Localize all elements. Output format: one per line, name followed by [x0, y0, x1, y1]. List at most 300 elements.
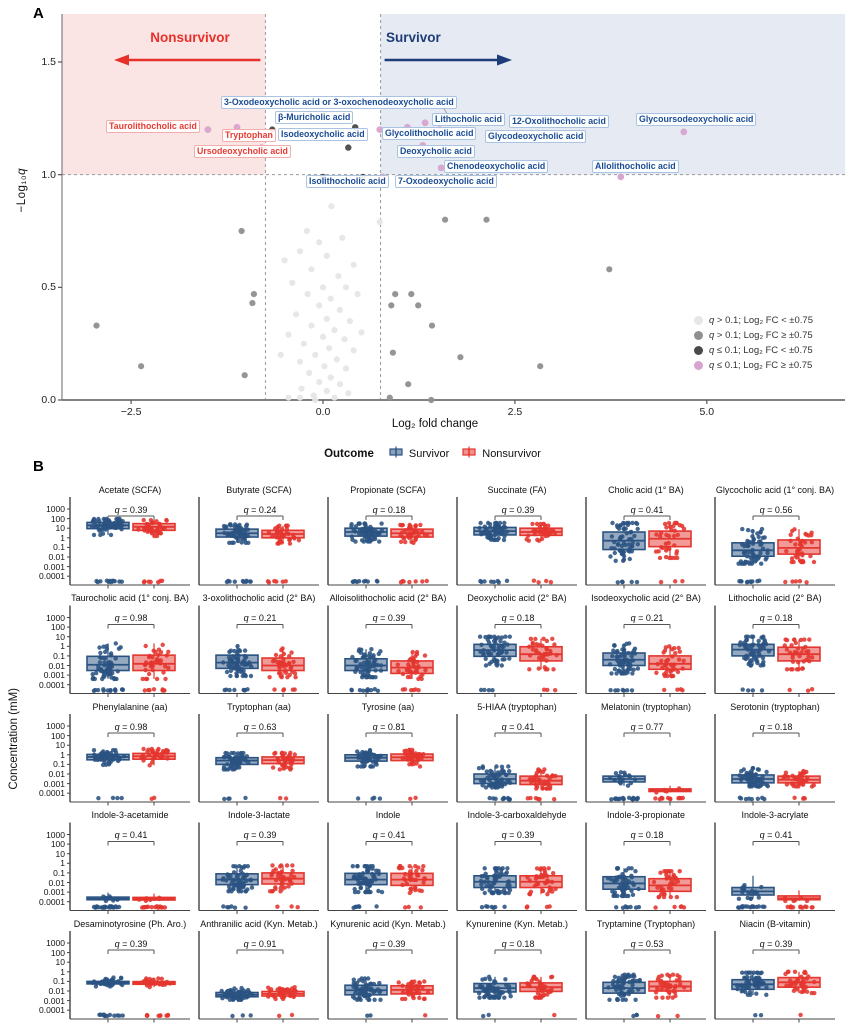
- concentration-y-axis-label: Concentration (mM): [8, 688, 20, 790]
- volcano-point-c2: [251, 291, 257, 297]
- data-point: [801, 980, 805, 984]
- data-point: [375, 755, 379, 759]
- data-point: [477, 991, 481, 995]
- volcano-point-c1: [354, 291, 360, 297]
- q-value-label: q = 0.41: [759, 830, 793, 840]
- data-point: [801, 989, 805, 993]
- data-point: [801, 783, 805, 787]
- data-point: [225, 762, 229, 766]
- data-point: [797, 552, 801, 556]
- floor-data-point: [544, 579, 548, 583]
- annotation-isolithocholic-acid: Isolithocholic acid: [306, 175, 389, 188]
- data-point: [238, 533, 242, 537]
- data-point: [145, 677, 149, 681]
- floor-data-point: [92, 689, 96, 693]
- data-point: [543, 873, 547, 877]
- data-point: [784, 774, 788, 778]
- concentration-tick-label: 100: [50, 513, 65, 524]
- data-point: [746, 890, 750, 894]
- concentration-tick-label: 0.01: [48, 769, 65, 779]
- concentration-tick-label: 0.1: [53, 650, 65, 661]
- data-point: [373, 537, 377, 541]
- data-point: [413, 864, 417, 868]
- volcano-point-c2: [408, 291, 414, 297]
- floor-data-point: [656, 1014, 660, 1018]
- data-point: [109, 653, 113, 657]
- data-point: [661, 650, 665, 654]
- data-point: [528, 892, 532, 896]
- data-point: [269, 873, 273, 877]
- floor-data-point: [616, 688, 620, 692]
- subplot-title: Kynurenic acid (Kyn. Metab.): [330, 918, 446, 929]
- data-point: [283, 877, 287, 881]
- floor-data-point: [416, 688, 420, 692]
- q-value-label: q = 0.91: [243, 938, 277, 949]
- data-point: [297, 538, 301, 542]
- data-point: [507, 891, 511, 895]
- data-point: [372, 998, 376, 1002]
- data-point: [507, 984, 511, 988]
- data-point: [746, 648, 750, 652]
- data-point: [750, 652, 754, 656]
- data-point: [224, 878, 228, 882]
- data-point: [236, 757, 240, 761]
- data-point: [740, 527, 744, 531]
- data-point: [654, 790, 658, 794]
- data-point: [630, 875, 634, 879]
- floor-data-point: [740, 905, 744, 909]
- data-point: [533, 637, 537, 641]
- data-point: [663, 674, 667, 678]
- data-point: [765, 551, 769, 555]
- volcano-point-c1: [328, 203, 334, 209]
- data-point: [503, 635, 507, 639]
- data-point: [104, 668, 108, 672]
- data-point: [118, 756, 122, 760]
- data-point: [235, 651, 239, 655]
- data-point: [416, 664, 420, 668]
- data-point: [380, 528, 384, 532]
- data-point: [682, 527, 686, 531]
- floor-data-point: [751, 688, 755, 692]
- data-point: [673, 529, 677, 533]
- data-point: [270, 993, 274, 997]
- volcano-point-c2: [138, 363, 144, 369]
- data-point: [357, 647, 361, 651]
- floor-data-point: [506, 796, 510, 800]
- data-point: [550, 880, 554, 884]
- floor-data-point: [536, 580, 540, 584]
- floor-data-point: [266, 579, 270, 583]
- data-point: [740, 989, 744, 993]
- floor-data-point: [249, 579, 253, 583]
- data-point: [368, 539, 372, 543]
- floor-data-point: [492, 580, 496, 584]
- volcano-x-tick-label: 5.0: [699, 406, 715, 418]
- data-point: [788, 539, 792, 543]
- data-point: [242, 663, 246, 667]
- data-point: [280, 869, 284, 873]
- floor-data-point: [408, 797, 412, 801]
- floor-data-point: [376, 689, 380, 693]
- data-point: [617, 992, 621, 996]
- volcano-point-c1: [331, 327, 337, 333]
- data-point: [407, 668, 411, 672]
- floor-data-point: [756, 797, 760, 801]
- data-point: [502, 521, 506, 525]
- volcano-legend-row: [694, 313, 813, 328]
- floor-data-point: [783, 580, 787, 584]
- floor-data-point: [400, 579, 404, 583]
- data-point: [103, 980, 107, 984]
- data-point: [407, 874, 411, 878]
- data-point: [91, 518, 95, 522]
- data-point: [810, 540, 814, 544]
- data-point: [551, 667, 555, 671]
- data-point: [399, 540, 403, 544]
- data-point: [373, 668, 377, 672]
- data-point: [101, 523, 105, 527]
- floor-data-point: [613, 797, 617, 801]
- data-point: [764, 770, 768, 774]
- data-point: [92, 748, 96, 752]
- data-point: [801, 560, 805, 564]
- data-point: [678, 869, 682, 873]
- volcano-point-c2: [387, 395, 393, 401]
- data-point: [541, 637, 545, 641]
- data-point: [359, 991, 363, 995]
- data-point: [490, 783, 494, 787]
- concentration-tick-label: 1000: [46, 829, 65, 840]
- floor-data-point: [243, 906, 247, 910]
- data-point: [616, 998, 620, 1002]
- data-point: [360, 875, 364, 879]
- data-point: [628, 775, 632, 779]
- floor-data-point: [745, 580, 749, 584]
- floor-data-point: [278, 796, 282, 800]
- data-point: [481, 653, 485, 657]
- data-point: [420, 868, 424, 872]
- data-point: [743, 562, 747, 566]
- floor-data-point: [755, 579, 759, 583]
- data-point: [292, 535, 296, 539]
- data-point: [789, 782, 793, 786]
- data-point: [483, 995, 487, 999]
- data-point: [235, 657, 239, 661]
- subplot-title: Tyrosine (aa): [361, 701, 415, 712]
- data-point: [235, 644, 239, 648]
- data-point: [802, 770, 806, 774]
- data-point: [625, 670, 629, 674]
- floor-data-point: [791, 905, 795, 909]
- data-point: [613, 975, 617, 979]
- floor-data-point: [548, 904, 552, 908]
- floor-data-point: [142, 580, 146, 584]
- data-point: [166, 650, 170, 654]
- volcano-point-c1: [312, 352, 318, 358]
- data-point: [353, 539, 357, 543]
- data-point: [754, 558, 758, 562]
- floor-data-point: [354, 905, 358, 909]
- data-point: [284, 524, 288, 528]
- volcano-point-c4: [680, 129, 687, 136]
- floor-data-point: [682, 905, 686, 909]
- data-point: [479, 643, 483, 647]
- data-point: [527, 645, 531, 649]
- data-point: [547, 889, 551, 893]
- q-value-label: q = 0.98: [114, 721, 148, 732]
- data-point: [147, 672, 151, 676]
- data-point: [483, 880, 487, 884]
- nonsurvivor-region-label: Nonsurvivor: [150, 30, 230, 45]
- data-point: [608, 776, 612, 780]
- q-value-label: q = 0.39: [114, 938, 148, 949]
- data-point: [480, 977, 484, 981]
- floor-data-point: [792, 796, 796, 800]
- data-point: [351, 864, 355, 868]
- data-point: [626, 894, 630, 898]
- floor-data-point: [505, 579, 509, 583]
- data-point: [626, 659, 630, 663]
- volcano-point-c1: [351, 347, 357, 353]
- data-point: [632, 534, 636, 538]
- data-point: [97, 519, 101, 523]
- data-point: [353, 982, 357, 986]
- data-point: [483, 891, 487, 895]
- data-point: [674, 551, 678, 555]
- floor-data-point: [626, 905, 630, 909]
- data-point: [655, 986, 659, 990]
- floor-data-point: [120, 580, 124, 584]
- data-point: [356, 754, 360, 758]
- floor-data-point: [794, 579, 798, 583]
- data-point: [293, 752, 297, 756]
- volcano-point-c1: [301, 341, 307, 347]
- data-point: [396, 663, 400, 667]
- data-point: [222, 767, 226, 771]
- data-point: [657, 895, 661, 899]
- data-point: [527, 667, 531, 671]
- data-point: [626, 990, 630, 994]
- data-point: [747, 562, 751, 566]
- data-point: [221, 660, 225, 664]
- data-point: [525, 875, 529, 879]
- data-point: [658, 871, 662, 875]
- data-point: [368, 748, 372, 752]
- subplot-title: Niacin (B-vitamin): [739, 918, 811, 929]
- data-point: [409, 750, 413, 754]
- data-point: [152, 649, 156, 653]
- data-point: [628, 557, 632, 561]
- subplot-title: Glycocholic acid (1° conj. BA): [715, 484, 835, 495]
- data-point: [98, 667, 102, 671]
- q-value-label: q = 0.39: [501, 504, 535, 515]
- data-point: [546, 531, 550, 535]
- floor-data-point: [668, 797, 672, 801]
- annotation-allolithocholic-acid: Allolithocholic acid: [592, 160, 679, 173]
- data-point: [266, 994, 270, 998]
- data-point: [403, 997, 407, 1001]
- data-point: [148, 763, 152, 767]
- data-point: [617, 669, 621, 673]
- annotation-12-oxolithocholic-acid: 12-Oxolithocholic acid: [509, 115, 609, 128]
- q-value-label: q = 0.18: [630, 830, 664, 840]
- floor-data-point: [296, 905, 300, 909]
- data-point: [783, 643, 787, 647]
- subplot-title: Kynurenine (Kyn. Metab.): [465, 918, 569, 929]
- floor-data-point: [284, 579, 288, 583]
- data-point: [161, 749, 165, 753]
- data-point: [114, 526, 118, 530]
- data-point: [353, 670, 357, 674]
- data-point: [104, 656, 108, 660]
- data-point: [540, 537, 544, 541]
- data-point: [636, 542, 640, 546]
- data-point: [114, 641, 118, 645]
- data-point: [764, 993, 768, 997]
- data-point: [526, 982, 530, 986]
- data-point: [243, 990, 247, 994]
- data-point: [615, 655, 619, 659]
- floor-data-point: [622, 689, 626, 693]
- data-point: [117, 647, 121, 651]
- floor-data-point: [145, 1014, 149, 1018]
- data-point: [615, 659, 619, 663]
- data-point: [365, 665, 369, 669]
- data-point: [623, 876, 627, 880]
- data-point: [98, 533, 102, 537]
- data-point: [415, 660, 419, 664]
- data-point: [657, 975, 661, 979]
- data-point: [487, 880, 491, 884]
- volcano-x-tick-label: 0.0: [315, 406, 331, 418]
- volcano-point-c4: [422, 119, 429, 126]
- data-point: [682, 985, 686, 989]
- data-point: [355, 864, 359, 868]
- data-point: [485, 876, 489, 880]
- floor-data-point: [675, 1014, 679, 1018]
- data-point: [226, 889, 230, 893]
- data-point: [752, 971, 756, 975]
- volcano-point-c3: [345, 144, 351, 150]
- floor-data-point: [810, 905, 814, 909]
- survivor-label: Survivor: [408, 447, 450, 460]
- data-point: [544, 786, 548, 790]
- floor-data-point: [762, 797, 766, 801]
- data-point: [532, 975, 536, 979]
- data-point: [677, 646, 681, 650]
- data-point: [478, 635, 482, 639]
- data-point: [398, 523, 402, 527]
- data-point: [249, 674, 253, 678]
- data-point: [165, 749, 169, 753]
- data-point: [279, 886, 283, 890]
- volcano-point-c1: [316, 302, 322, 308]
- concentration-tick-label: 10: [55, 957, 65, 968]
- floor-data-point: [810, 687, 814, 691]
- data-point: [155, 980, 159, 984]
- data-point: [268, 889, 272, 893]
- data-point: [754, 992, 758, 996]
- nonsurvivor-label: Nonsurvivor: [482, 447, 541, 460]
- floor-data-point: [525, 904, 529, 908]
- survivor-region-label: Survivor: [386, 30, 441, 45]
- data-point: [788, 983, 792, 987]
- data-point: [488, 977, 492, 981]
- concentration-tick-label: 0.01: [48, 877, 65, 888]
- data-point: [664, 645, 668, 649]
- data-point: [98, 655, 102, 659]
- volcano-y-axis-label-prefix: −Log₁₀: [16, 174, 28, 213]
- data-point: [220, 989, 224, 993]
- data-point: [422, 997, 426, 1001]
- floor-data-point: [672, 905, 676, 909]
- data-point: [108, 896, 112, 900]
- floor-data-point: [243, 688, 247, 692]
- q-value-label: q = 0.98: [114, 613, 148, 623]
- data-point: [606, 876, 610, 880]
- concentration-tick-label: 0.01: [48, 986, 65, 996]
- data-point: [223, 525, 227, 529]
- data-point: [278, 864, 282, 868]
- data-point: [626, 663, 630, 667]
- data-point: [610, 521, 614, 525]
- floor-data-point: [545, 688, 549, 692]
- data-point: [112, 522, 116, 526]
- volcano-point-c1: [293, 311, 299, 317]
- data-point: [403, 540, 407, 544]
- q-value-label: q = 0.63: [243, 721, 277, 732]
- floor-data-point: [351, 580, 355, 584]
- data-point: [608, 662, 612, 666]
- data-point: [421, 880, 425, 884]
- data-point: [236, 751, 240, 755]
- floor-data-point: [232, 688, 236, 692]
- data-point: [493, 980, 497, 984]
- data-point: [767, 649, 771, 653]
- data-point: [610, 534, 614, 538]
- floor-data-point: [96, 688, 100, 692]
- data-point: [492, 881, 496, 885]
- data-point: [613, 667, 617, 671]
- data-point: [109, 980, 113, 984]
- volcano-point-c1: [324, 388, 330, 394]
- data-point: [240, 540, 244, 544]
- floor-data-point: [662, 688, 666, 692]
- data-point: [143, 668, 147, 672]
- data-point: [617, 978, 621, 982]
- data-point: [791, 660, 795, 664]
- data-point: [98, 651, 102, 655]
- floor-data-point: [745, 904, 749, 908]
- data-point: [627, 866, 631, 870]
- data-point: [349, 522, 353, 526]
- data-point: [136, 527, 140, 531]
- data-point: [155, 528, 159, 532]
- floor-data-point: [788, 688, 792, 692]
- floor-data-point: [366, 579, 370, 583]
- concentration-tick-label: 0.1: [53, 976, 65, 987]
- data-point: [279, 874, 283, 878]
- floor-data-point: [419, 905, 423, 909]
- data-point: [664, 525, 668, 529]
- data-point: [225, 670, 229, 674]
- data-point: [161, 670, 165, 674]
- data-point: [94, 671, 98, 675]
- annotation-glycodeoxycholic-acid: Glycodeoxycholic acid: [485, 130, 586, 143]
- q-value-label: q = 0.41: [630, 504, 664, 515]
- data-point: [396, 669, 400, 673]
